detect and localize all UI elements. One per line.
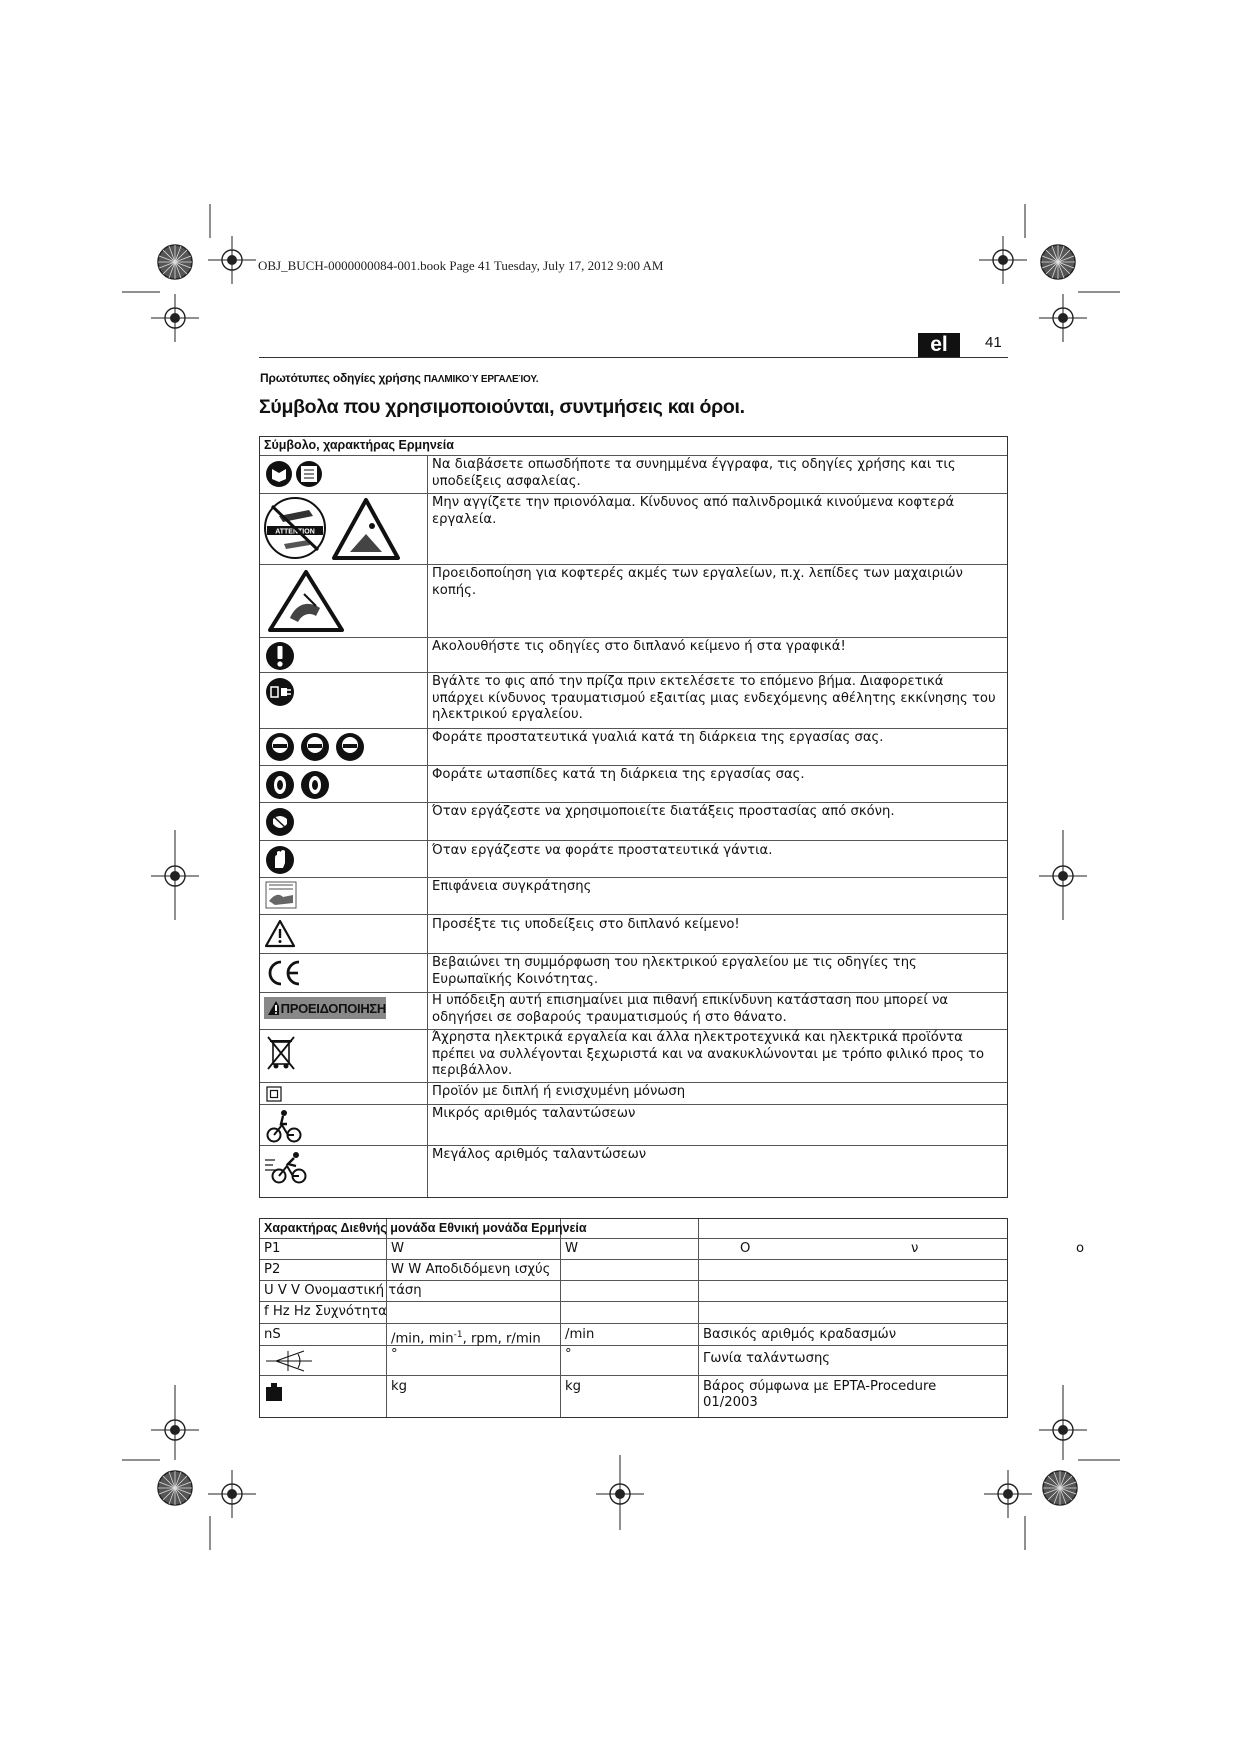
table-row bbox=[260, 1083, 1007, 1105]
description-fragment: O bbox=[740, 1241, 751, 1256]
table-header: Χαρακτήρας Διεθνής μονάδα Εθνική μονάδα Ερμηνεία bbox=[264, 1221, 587, 1235]
language-badge: el bbox=[918, 333, 960, 357]
table-row bbox=[260, 1105, 1007, 1146]
warning-label-icon bbox=[264, 997, 386, 1019]
table-row bbox=[260, 841, 1007, 878]
ear-protection-icon bbox=[265, 769, 337, 801]
unit-symbol: f Hz Hz Συχνότητα bbox=[264, 1304, 387, 1319]
unit-description: Γωνία ταλάντωσης bbox=[703, 1351, 831, 1366]
symbol-description: Άχρηστα ηλεκτρικά εργαλεία και άλλα ηλεκτροτεχνικά και ηλεκτρικά προϊόντα πρέπει να συλλέγονται ξεχωριστά και να ανακυκλώνονται με τρόπο φιλικό προς το περιβάλλον. bbox=[432, 1030, 985, 1078]
oscillation-angle-icon bbox=[264, 1349, 314, 1373]
symbol-description: Μεγάλος αριθμός ταλαντώσεων bbox=[432, 1147, 647, 1162]
double-insulation-icon bbox=[266, 1086, 284, 1102]
unplug-icon bbox=[265, 676, 297, 708]
weee-bin-icon bbox=[266, 1034, 300, 1072]
document-subtitle bbox=[260, 371, 538, 385]
unit-symbol: nS bbox=[264, 1327, 281, 1342]
grip-surface-icon bbox=[265, 881, 299, 911]
unit-text: /min, min bbox=[391, 1331, 454, 1347]
table-row bbox=[260, 1030, 1007, 1083]
table-row bbox=[260, 1376, 1007, 1416]
table-row bbox=[260, 1239, 1085, 1260]
table-row bbox=[260, 1260, 1007, 1281]
slow-cyclist-icon bbox=[265, 1108, 305, 1144]
dust-mask-icon bbox=[265, 806, 297, 838]
unit-symbol: P2 bbox=[264, 1262, 281, 1277]
ce-mark-icon bbox=[265, 958, 305, 988]
international-unit: ° bbox=[391, 1347, 398, 1362]
unit-description: Βασικός αριθμός κραδασμών bbox=[703, 1327, 897, 1342]
symbol-description: Μην αγγίζετε την πριονόλαμα. Κίνδυνος από παλινδρομικά κινούμενα κοφτερά εργαλεία. bbox=[432, 495, 955, 527]
exclamation-icon bbox=[265, 640, 297, 672]
registration-mark-icon bbox=[1039, 294, 1087, 342]
symbol-description: Όταν εργάζεστε να φοράτε προστατευτικά γάντια. bbox=[432, 843, 773, 858]
table-header-row bbox=[260, 1219, 1007, 1239]
description-fragment: ν bbox=[911, 1241, 919, 1256]
table-row bbox=[260, 1302, 1007, 1324]
symbol-description: Μικρός αριθμός ταλαντώσεων bbox=[432, 1106, 636, 1121]
star-target-icon bbox=[1041, 245, 1075, 279]
table-row bbox=[260, 803, 1007, 841]
registration-mark-icon bbox=[151, 294, 199, 342]
unit-exponent: -1 bbox=[453, 1330, 463, 1340]
symbols-table bbox=[259, 436, 1008, 1198]
warning-triangle-icon bbox=[267, 1000, 279, 1016]
table-row bbox=[260, 878, 1007, 915]
table-header-row bbox=[260, 437, 1007, 456]
registration-mark-icon bbox=[1039, 852, 1087, 900]
symbol-description: Όταν εργάζεστε να χρησιμοποιείτε διατάξεις προστασίας από σκόνη. bbox=[432, 804, 895, 819]
symbol-description: Ακολουθήστε τις οδηγίες στο διπλανό κείμενο ή στα γραφικά! bbox=[432, 639, 846, 654]
read-manual-icon bbox=[264, 459, 334, 491]
table-row bbox=[260, 1146, 1007, 1197]
symbol-description: Η υπόδειξη αυτή επισημαίνει μια πιθανή επικίνδυνη κατάσταση που μπορεί να οδηγήσει σε σοβαρούς τραυματισμούς ή στο θάνατο. bbox=[432, 993, 949, 1025]
symbol-description: Προϊόν με διπλή ή ενισχυμένη μόνωση bbox=[432, 1084, 686, 1099]
table-row bbox=[260, 1324, 1007, 1346]
symbol-description: Προσέξτε τις υποδείξεις στο διπλανό κείμενο! bbox=[432, 917, 740, 932]
page-title: Σύμβολα που χρησιμοποιούνται, συντμήσεις και όροι. bbox=[259, 396, 745, 418]
unit-text: , rpm, r/min bbox=[462, 1331, 541, 1347]
symbol-description: Βεβαιώνει τη συμμόρφωση του ηλεκτρικού εργαλείου με τις οδηγίες της Ευρωπαϊκής Κοινότητας. bbox=[432, 955, 917, 987]
national-unit: ° bbox=[565, 1347, 572, 1362]
table-row bbox=[260, 729, 1007, 766]
symbol-description: Φοράτε ωτασπίδες κατά τη διάρκεια της εργασίας σας. bbox=[432, 767, 805, 782]
book-file-line: OBJ_BUCH-0000000084-001.book Page 41 Tuesday, July 17, 2012 9:00 AM bbox=[258, 258, 664, 273]
safety-goggles-icon bbox=[265, 731, 375, 763]
warning-triangle-icon bbox=[265, 919, 297, 949]
national-unit: /min bbox=[565, 1327, 595, 1342]
international-unit: W W Αποδιδόμενη ισχύς bbox=[391, 1262, 551, 1277]
symbol-description: Επιφάνεια συγκράτησης bbox=[432, 879, 592, 894]
table-row bbox=[260, 638, 1007, 673]
registration-mark-icon bbox=[151, 852, 199, 900]
unit-symbol: P1 bbox=[264, 1241, 281, 1256]
table-row bbox=[260, 673, 1007, 729]
svg-text:ATTENTION: ATTENTION bbox=[275, 528, 315, 536]
attention-saw-blade-icon bbox=[264, 496, 414, 562]
page-number: 41 bbox=[985, 334, 1002, 351]
international-unit: kg bbox=[391, 1379, 408, 1394]
fast-cyclist-icon bbox=[265, 1150, 309, 1186]
warning-label-text: ΠΡΟΕΙΔΟΠΟΙΗΣΗ bbox=[280, 1000, 386, 1016]
registration-mark-icon bbox=[1039, 1406, 1087, 1454]
weight-icon bbox=[265, 1382, 285, 1404]
table-row bbox=[260, 915, 1007, 954]
national-unit: W bbox=[565, 1241, 579, 1256]
sharp-edge-warning-icon bbox=[266, 568, 346, 634]
registration-mark-icon bbox=[151, 1406, 199, 1454]
star-target-icon bbox=[158, 245, 192, 279]
units-table bbox=[259, 1218, 1085, 1418]
star-target-icon bbox=[158, 1471, 192, 1505]
subtitle-tool: ΠΑΛΜΙΚΟΎ ΕΡΓΑΛΕΊΟΥ. bbox=[423, 374, 539, 385]
table-row bbox=[260, 766, 1007, 803]
subtitle-main: Πρωτότυπες οδηγίες χρήσης bbox=[260, 371, 421, 385]
registration-mark-icon bbox=[596, 1470, 644, 1518]
registration-mark-icon bbox=[208, 236, 256, 284]
symbol-description: Να διαβάσετε οπωσδήποτε τα συνημμένα έγγραφα, τις οδηγίες χρήσης και τις υποδείξεις ασφαλείας. bbox=[432, 457, 956, 489]
star-target-icon bbox=[1043, 1471, 1077, 1505]
symbol-description: Φοράτε προστατευτικά γυαλιά κατά τη διάρκεια της εργασίας σας. bbox=[432, 730, 884, 745]
unit-description: Βάρος σύμφωνα με EPTA-Procedure 01/2003 bbox=[703, 1379, 937, 1410]
header-rule bbox=[259, 357, 1008, 358]
table-row bbox=[260, 494, 1007, 565]
unit-symbol: U V V Ονομαστική τάση bbox=[264, 1283, 422, 1298]
table-row bbox=[260, 954, 1007, 993]
international-unit: W bbox=[391, 1241, 405, 1256]
table-row bbox=[260, 456, 1007, 494]
table-row bbox=[260, 1346, 1007, 1376]
registration-mark-icon bbox=[979, 236, 1027, 284]
registration-mark-icon bbox=[208, 1470, 256, 1518]
description-fragment: o bbox=[1076, 1241, 1085, 1256]
table-row bbox=[260, 993, 1007, 1030]
table-row bbox=[260, 565, 1007, 638]
registration-mark-icon bbox=[984, 1470, 1032, 1518]
symbol-description: Προειδοποίηση για κοφτερές ακμές των εργαλείων, π.χ. λεπίδες των μαχαιριών κοπής. bbox=[432, 566, 963, 598]
table-row bbox=[260, 1281, 1007, 1302]
gloves-icon bbox=[265, 844, 297, 876]
symbol-description: Βγάλτε το φις από την πρίζα πριν εκτελέσετε το επόμενο βήμα. Διαφορετικά υπάρχει κίνδυνος τραυματισμού εξαιτίας μιας ενδεχόμενης αθέλητης εκκίνησης του ηλεκτρικού εργαλείου. bbox=[432, 674, 996, 722]
table-header: Σύμβολο, χαρακτήρας Ερμηνεία bbox=[264, 438, 454, 452]
international-unit bbox=[391, 1327, 541, 1347]
national-unit: kg bbox=[565, 1379, 582, 1394]
